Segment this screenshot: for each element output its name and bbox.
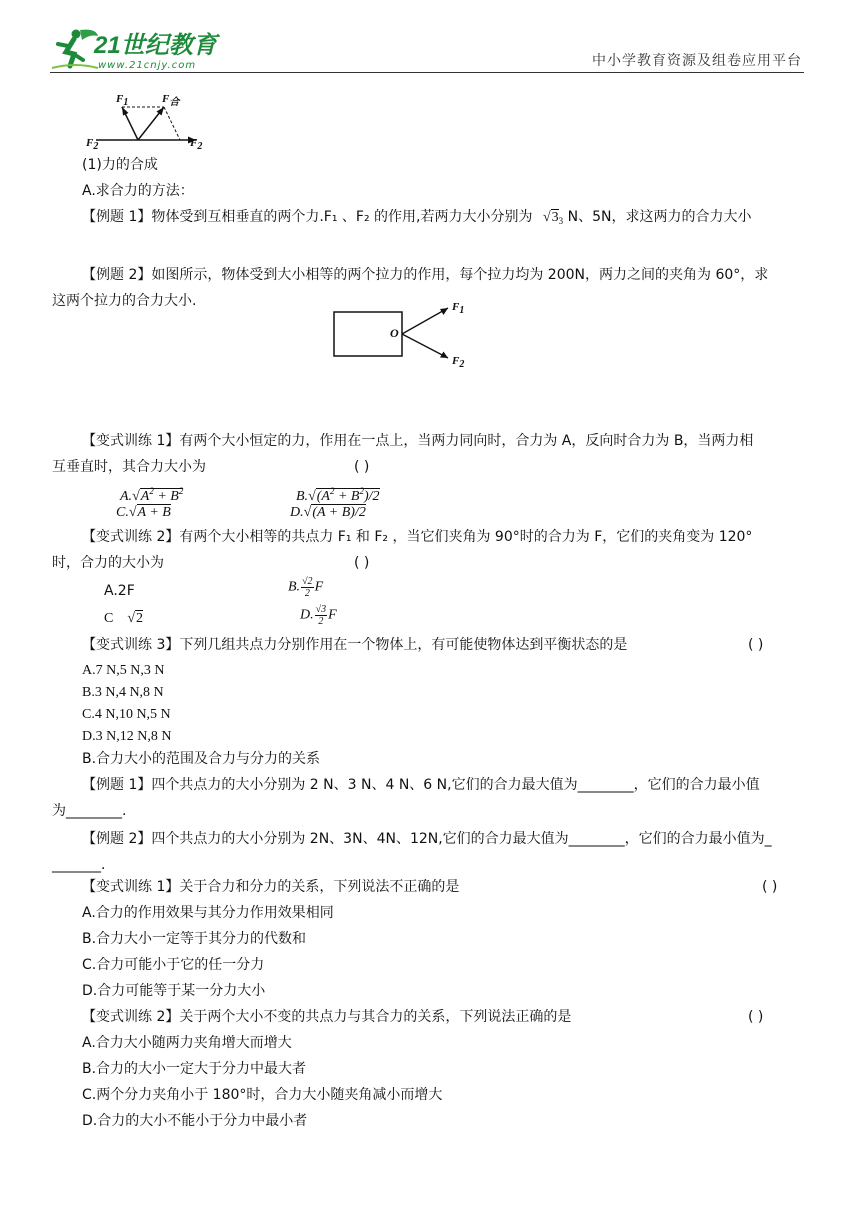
example-1-text: 【例题 1】物体受到互相垂直的两个力.F₁ 、F₂ 的作用,若两力大小分别为 $√3_3$ N、5N，求这两力的合力大小	[82, 209, 752, 226]
variant-3-question: 【变式训练 3】下列几组共点力分别作用在一个物体上，有可能使物体达到平衡状态的是	[82, 637, 628, 653]
section-b-variant-2-question: 【变式训练 2】关于两个大小不变的共点力与其合力的关系，下列说法正确的是	[82, 1009, 572, 1025]
section-b-variant-1-option-a: A.合力的作用效果与其分力作用效果相同	[82, 905, 334, 921]
site-logo[interactable]	[50, 26, 230, 74]
method-a-heading: A.求合力的方法：	[82, 183, 194, 199]
header-rule	[50, 72, 804, 73]
section-b-variant-2-option-b: B.合力的大小一定大于分力中最大者	[82, 1061, 307, 1077]
section-b-example-1-line1: 【例题 1】四个共点力的大小分别为 2 N、3 N、4 N、6 N,它们的合力最大值为________，它们的合力最小值	[82, 777, 760, 793]
variant-2-line1: 【变式训练 2】有两个大小相等的共点力 F₁ 和 F₂ ，当它们夹角为 90°时的合力为 F，它们的夹角变为 120°	[82, 529, 753, 545]
section-b-variant-1-option-c: C.合力可能小于它的任一分力	[82, 957, 265, 973]
variant-3-option-a: A.7 N,5 N,3 N	[82, 663, 165, 678]
variant-2-answer-paren: ( )	[354, 555, 370, 571]
example-2-line2: 这两个拉力的合力大小.	[52, 293, 197, 309]
section-title-composition: (1)力的合成	[82, 157, 158, 173]
variant-2-option-b: B. $\frac{√2}{2}$ F	[288, 576, 324, 599]
section-b-variant-2-paren: ( )	[748, 1009, 764, 1025]
label-f2-right: F2	[190, 137, 203, 152]
variant-1-option-b: $B.√(A^2 + B^2)/2$	[296, 486, 380, 504]
variant-2-option-a: A.2F	[104, 583, 135, 599]
variant-2-option-d: D. $\frac{√3}{2}$ F	[300, 604, 337, 627]
variant-2-line2: 时，合力的大小为	[52, 555, 164, 571]
variant-2-option-c: C √2	[104, 611, 144, 626]
section-b-variant-1-question: 【变式训练 1】关于合力和分力的关系，下列说法不正确的是	[82, 879, 460, 895]
variant-3-option-c: C.4 N,10 N,5 N	[82, 707, 171, 722]
section-b-example-2-line1: 【例题 2】四个共点力的大小分别为 2N、3N、4N、12N,它们的合力最大值为________，它们的合力最小值为_	[82, 831, 772, 847]
box-two-forces-figure	[330, 294, 480, 370]
label-f1: F1	[116, 93, 129, 108]
variant-3-option-d: D.3 N,12 N,8 N	[82, 729, 172, 744]
section-b-variant-2-option-d: D.合力的大小不能小于分力中最小者	[82, 1113, 308, 1129]
section-b-variant-2-option-a: A.合力大小随两力夹角增大而增大	[82, 1035, 292, 1051]
variant-1-option-d: D.√(A + B)/2	[290, 505, 366, 520]
label-f-resultant: F合	[162, 93, 180, 108]
variant-3-option-b: B.3 N,4 N,8 N	[82, 685, 164, 700]
section-b-title: B.合力大小的范围及合力与分力的关系	[82, 751, 321, 767]
force-f2-label: F2	[452, 355, 465, 370]
variant-1-line1: 【变式训练 1】有两个大小恒定的力，作用在一点上，当两力同向时，合力为 A，反向时合力为 B，当两力相	[82, 433, 754, 449]
platform-title: 中小学教育资源及组卷应用平台	[592, 53, 802, 69]
runner-logo-icon	[50, 26, 100, 72]
label-f2-left: F2	[86, 137, 99, 152]
section-b-variant-1-paren: ( )	[762, 879, 778, 895]
variant-1-option-a: $A.√A^2 + B^2$	[120, 486, 184, 504]
section-b-example-1-line2: 为________.	[52, 803, 127, 819]
variant-1-option-c: C.√A + B	[116, 505, 171, 520]
section-b-variant-2-option-c: C.两个分力夹角小于 180°时，合力大小随夹角减小而增大	[82, 1087, 443, 1103]
section-b-variant-1-option-d: D.合力可能等于某一分力大小	[82, 983, 266, 999]
variant-1-answer-paren: ( )	[354, 459, 370, 475]
example-2-line1: 【例题 2】如图所示，物体受到大小相等的两个拉力的作用，每个拉力均为 200N，两力之间的夹角为 60°，求	[82, 267, 769, 283]
force-f1-label: F1	[452, 301, 465, 316]
variant-3-answer-paren: ( )	[748, 637, 764, 653]
section-b-example-2-line2: _______.	[52, 857, 106, 873]
logo-url-text: www.21cnjy.com	[98, 60, 197, 71]
variant-1-line2: 互垂直时，其合力大小为	[52, 459, 206, 475]
logo-main-text: 21世纪教育	[94, 32, 217, 59]
point-o-label: O	[390, 326, 399, 340]
force-triangle-figure	[82, 90, 212, 152]
section-b-variant-1-option-b: B.合力大小一定等于其分力的代数和	[82, 931, 307, 947]
